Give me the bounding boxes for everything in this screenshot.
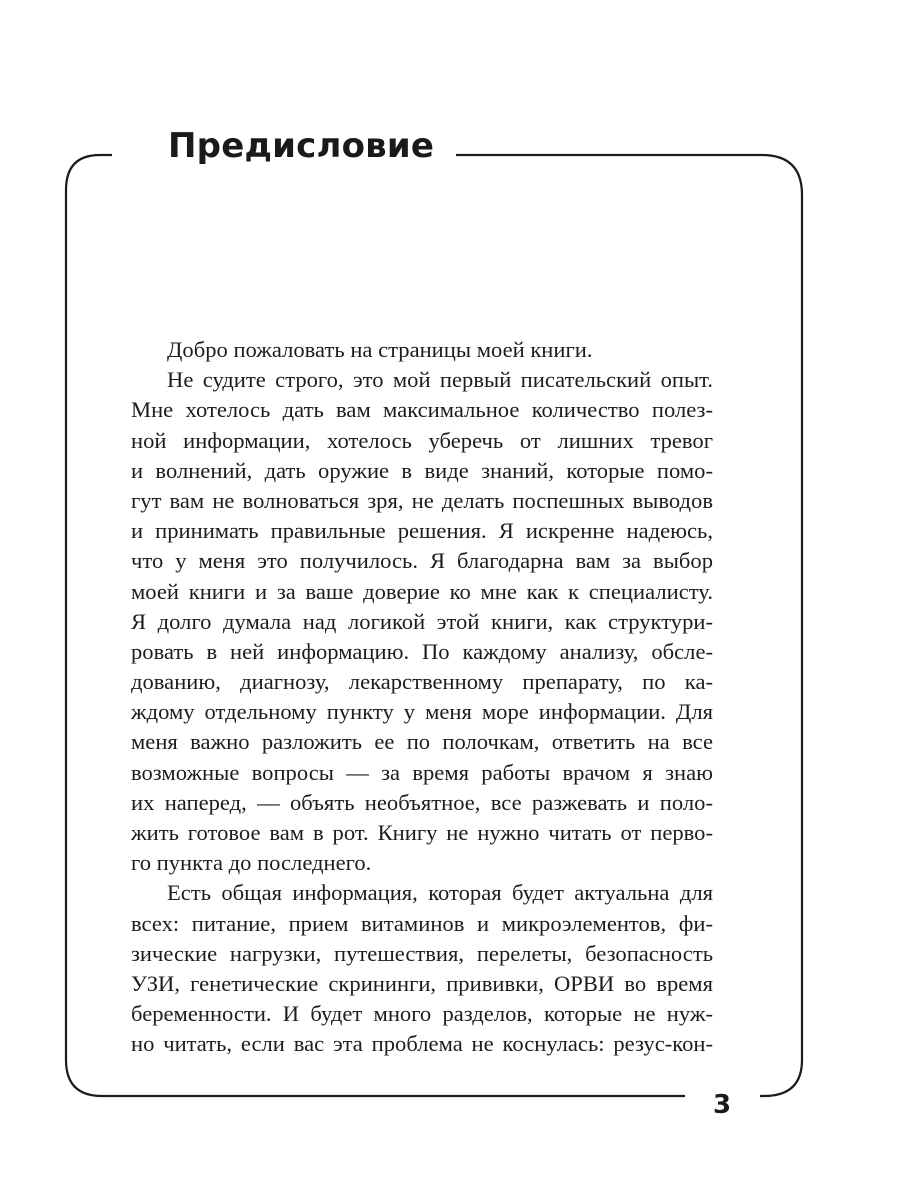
text-line: ровать в ней информацию. По каждому анализу, обсле-: [131, 638, 713, 664]
text-line: моей книги и за ваше доверие ко мне как к специалисту.: [131, 578, 713, 604]
text-line: Мне хотелось дать вам максимальное количество полез-: [131, 397, 713, 423]
body-text: [131, 335, 713, 1060]
text-line: гут вам не волноваться зря, не делать поспешных выводов: [131, 487, 713, 513]
text-line: ной информации, хотелось уберечь от лишних тревог: [131, 427, 713, 453]
text-line: Добро пожаловать на страницы моей книги.: [167, 337, 593, 362]
page-number: 3: [712, 1090, 732, 1120]
text-line: но читать, если вас эта проблема не коснулась: резус-кон-: [131, 1031, 713, 1057]
text-line: беременности. И будет много разделов, которые не нуж-: [131, 1001, 713, 1027]
text-line: дованию, диагнозу, лекарственному препарату, по ка-: [131, 669, 713, 695]
text-line: их наперед, — объять необъятное, все разжевать и поло-: [131, 789, 713, 815]
text-line: возможные вопросы — за время работы врачом я знаю: [131, 759, 713, 785]
text-line: Я долго думала над логикой этой книги, как структури-: [131, 608, 713, 634]
text-line: жить готовое вам в рот. Книгу не нужно читать от перво-: [131, 820, 713, 845]
text-line: го пункта до последнего.: [131, 850, 372, 876]
text-line: Не судите строго, это мой первый писательский опыт.: [167, 367, 713, 393]
text-line: меня важно разложить ее по полочкам, ответить на все: [131, 729, 713, 755]
text-line: всех: питание, прием витаминов и микроэлементов, фи-: [131, 910, 713, 936]
text-line: что у меня это получилось. Я благодарна вам за выбор: [131, 548, 713, 574]
page-title: Предисловие: [168, 126, 435, 166]
text-line: и принимать правильные решения. Я искренне надеюсь,: [131, 518, 713, 544]
text-line: и волнений, дать оружие в виде знаний, которые помо-: [131, 457, 713, 483]
text-line: ждому отдельному пункту у меня море информации. Для: [131, 699, 713, 725]
text-line: УЗИ, генетические скрининги, прививки, ОРВИ во время: [131, 970, 713, 996]
text-line: Есть общая информация, которая будет актуальна для: [167, 880, 713, 906]
text-line: зические нагрузки, путешествия, перелеты, безопасность: [131, 940, 713, 966]
